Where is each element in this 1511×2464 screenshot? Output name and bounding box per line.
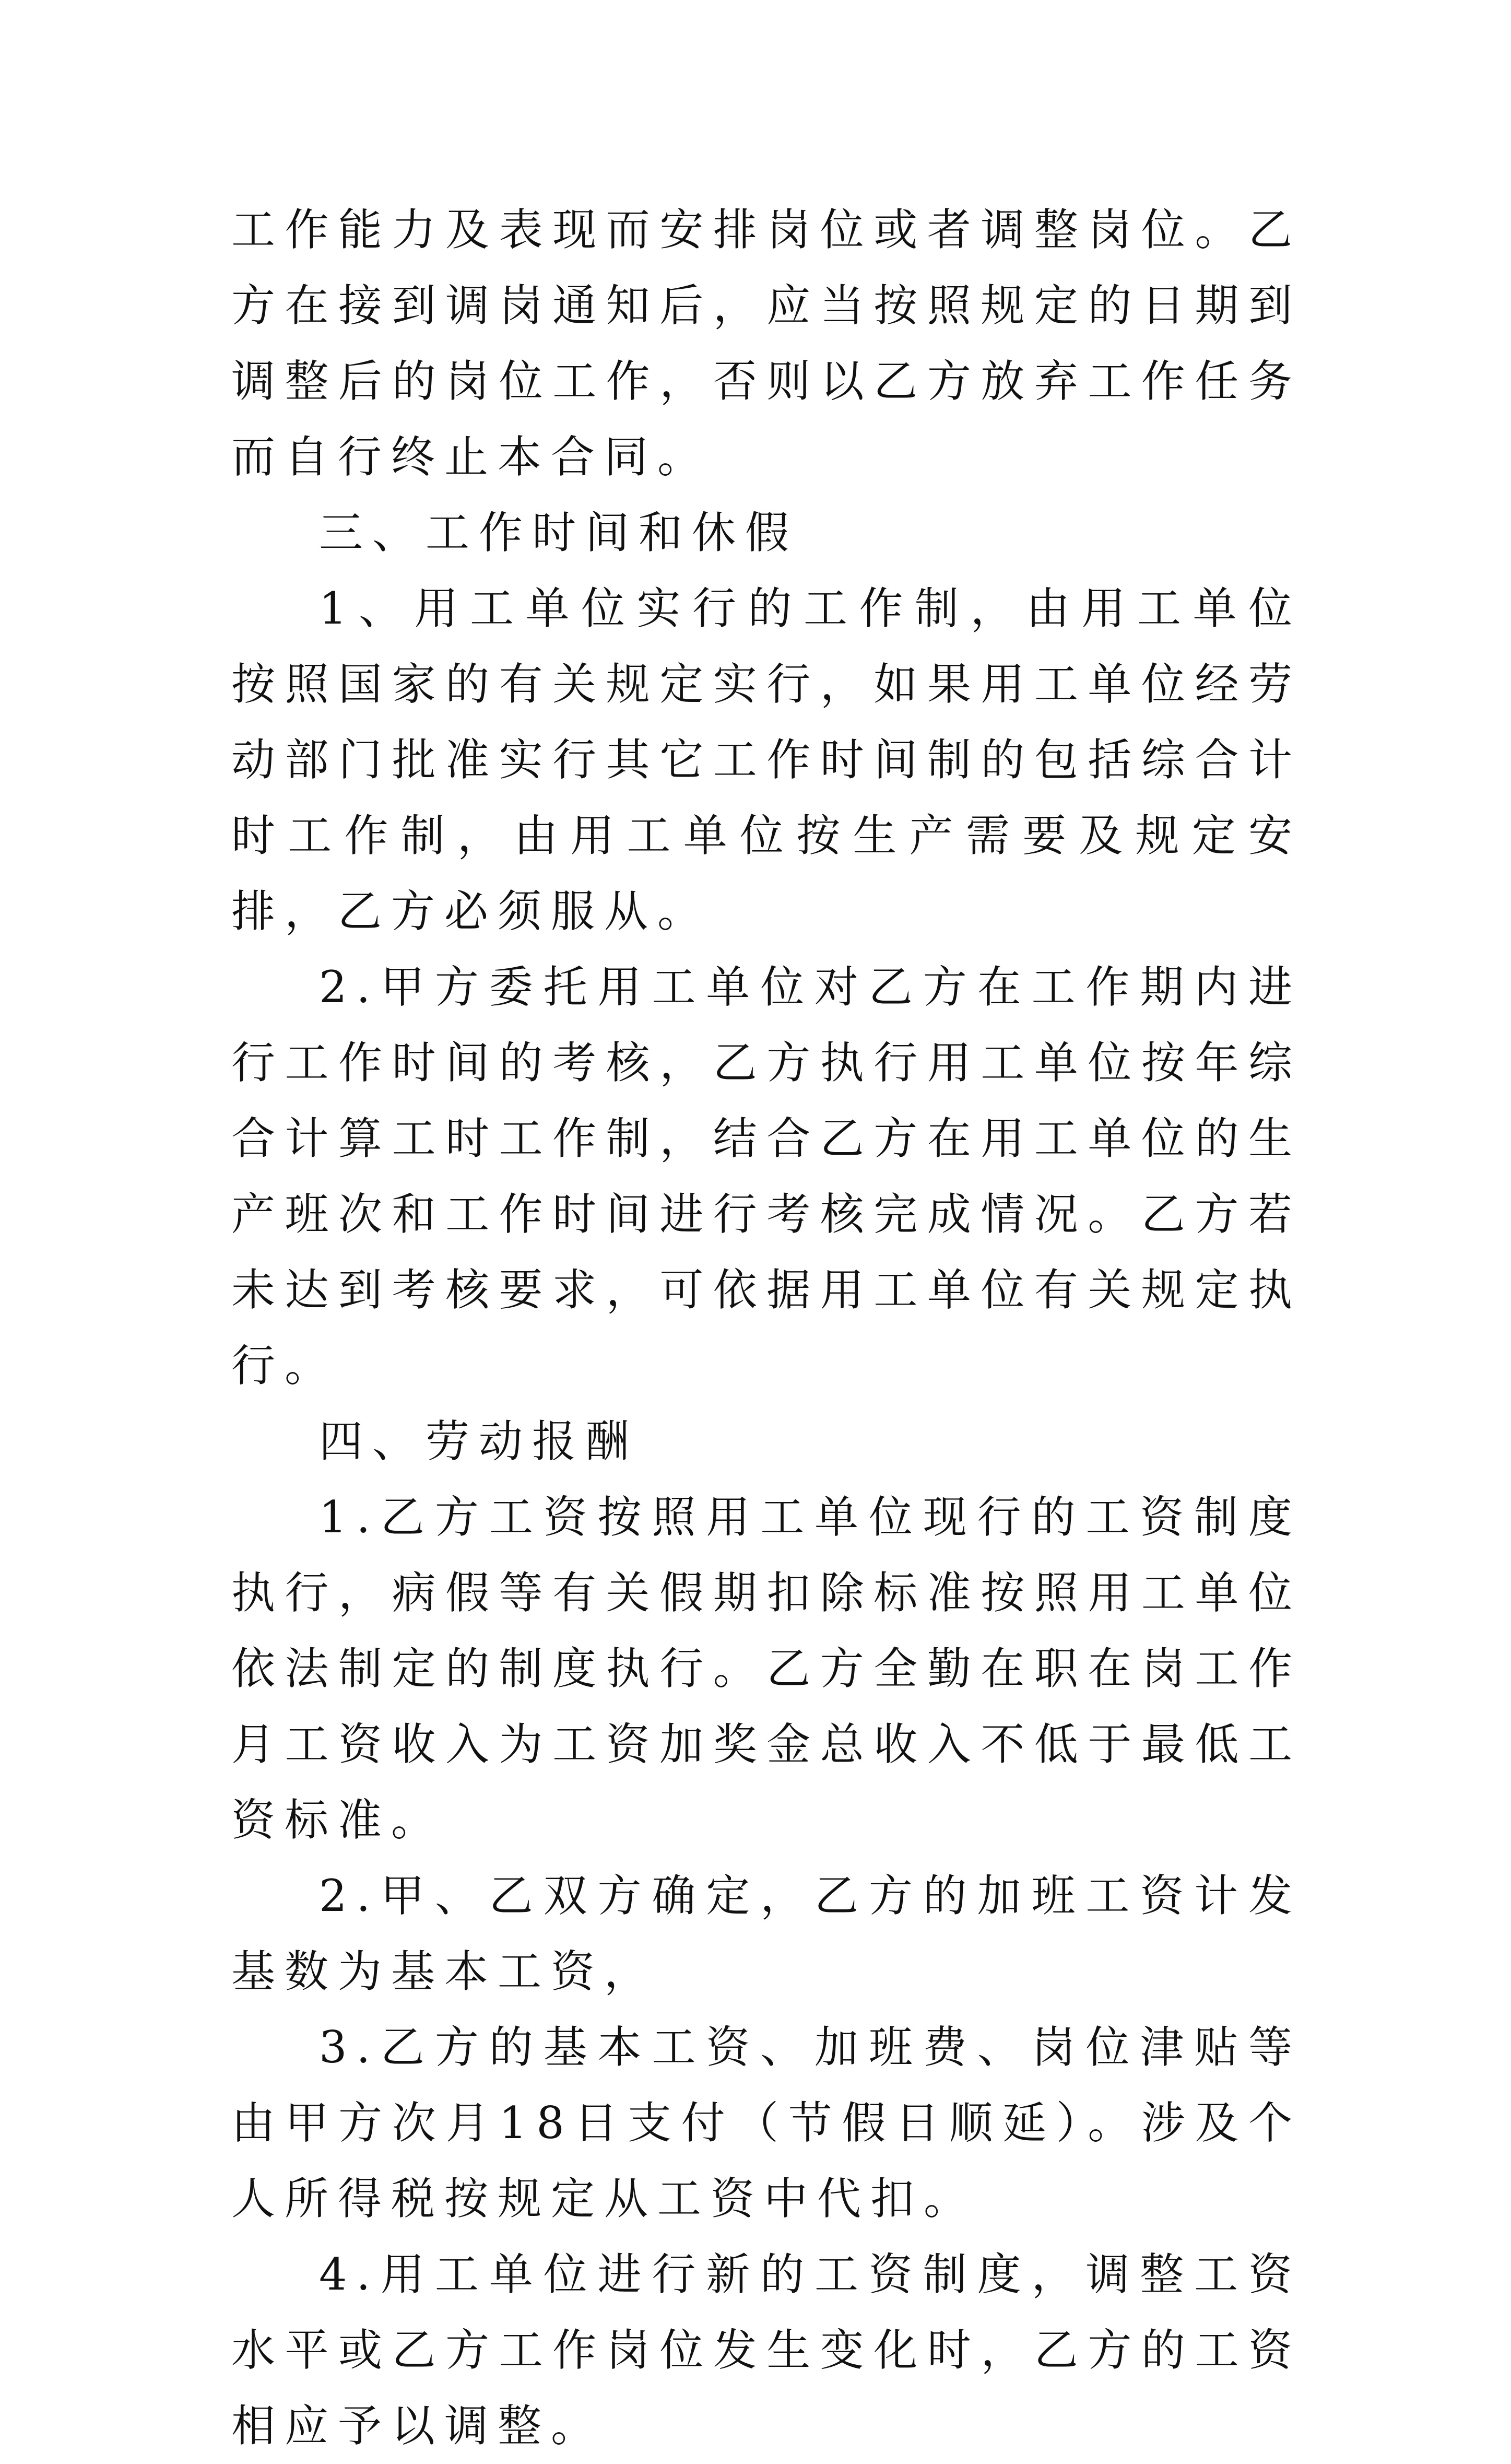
paragraph-wage-adjustment: 4.用工单位进行新的工资制度，调整工资水平或乙方工作岗位发生变化时，乙方的工资相应予以调整。 <box>231 2249 1302 2451</box>
section-heading-compensation: 四、劳动报酬 <box>319 1416 639 1467</box>
paragraph-continuation: 工作能力及表现而安排岗位或者调整岗位。乙方在接到调岗通知后，应当按照规定的日期到调整后的岗位工作，否则以乙方放弃工作任务而自行终止本合同。 <box>231 204 1302 483</box>
paragraph-payment-date: 3.乙方的基本工资、加班费、岗位津贴等由甲方次月18日支付（节假日顺延）。涉及个人所得税按规定从工资中代扣。 <box>231 2022 1302 2224</box>
paragraph-overtime-base: 2.甲、乙双方确定，乙方的加班工资计发基数为基本工资， <box>231 1870 1302 1997</box>
paragraph-work-system: 1、用工单位实行的工作制，由用工单位按照国家的有关规定实行，如果用工单位经劳动部门批准实行其它工作时间制的包括综合计时工作制，由用工单位按生产需要及规定安排，乙方必须服从。 <box>231 583 1302 937</box>
section-heading-work-hours: 三、工作时间和休假 <box>319 507 799 558</box>
contract-body <box>231 192 1302 2464</box>
paragraph-work-assessment: 2.甲方委托用工单位对乙方在工作期内进行工作时间的考核，乙方执行用工单位按年综合计算工时工作制，结合乙方在用工单位的生产班次和工作时间进行考核完成情况。乙方若未达到考核要求，可依据用工单位有关规定执行。 <box>231 961 1302 1391</box>
paragraph-wage-system: 1.乙方工资按照用工单位现行的工资制度执行，病假等有关假期扣除标准按照用工单位依法制定的制度执行。乙方全勤在职在岗工作月工资收入为工资加奖金总收入不低于最低工资标准。 <box>231 1492 1302 1846</box>
